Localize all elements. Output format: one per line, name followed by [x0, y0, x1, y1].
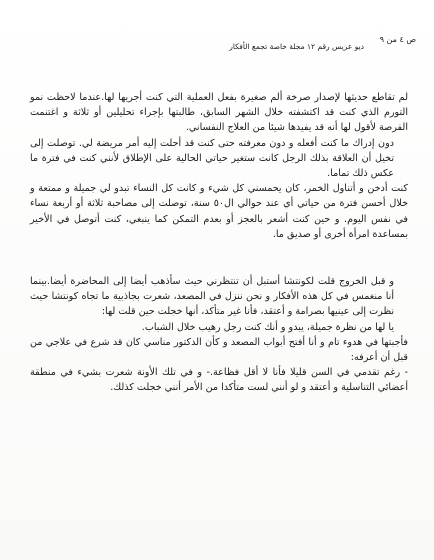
paragraph: - رغم تقدمي في السن قليلا فأنا لا أقل فظاعة.- و في تلك الأونة شعرت بشيء في منطقة أعضائي التناسلية و أعتقد و لو أنني لست متأكدا من الأمر أنني خجلت كذلك.: [30, 367, 408, 394]
paragraph: دون إدراك ما كنت أفعله و دون معرفته حتى كنت قد أحلت إليه أمر مريضة لي. توصلت إلى تخيل أن العلاقة بذلك الرجل كانت ستغير حياتي الحالية على الإطلاق لأنني كنت في فترة ما عكس ذلك تماما.: [30, 137, 394, 180]
paragraph: لم تقاطع حديثها لإصدار صرخة ألم صغيرة بفعل العملية التي كنت أجريها لها.عندما لاحظت نمو التورم الذي كنت قد اكتشفته خلال الشهر السابق، طالبتها بإجراء تحليلين أو ثلاثة و اغتنمت الفرصة لأقول لها أنه قد يفيدها شيئا من العلاج النفساني.: [30, 92, 408, 134]
paragraph: و قبل الخروج قلت لكونتشا أستبل أن تنتظرني حيث سأذهب أيضا إلى المحاضرة أيضا.بينما أنا منغمس في كل هذه الأفكار و نحن ننزل في المصعد، شعرت بجاذبية ما تجاه كونتشا حيث نظرت إلى عينيها بصرامة و أعتقد، فأنا غير متأكد، أنها خجلت حين قلت لها:: [30, 276, 394, 318]
paragraph: يا لها من نظرة جميلة، يبدو و أنك كنت رجل رهيب خلال الشباب.: [141, 321, 394, 333]
page-number: ص ٤ من ٩: [379, 35, 416, 44]
document-header: ديو عريس رقم ١٢ مجلة خاصة تجمع الأفكار: [229, 42, 364, 51]
paragraph: كنت أدخن و أتناول الخمر، كان يحمسني كل شيء و كانت كل النساء تبدو لي جميلة و ممتعة و خلال أحسن فترة من حياتي أي عند حوالي ال٥٠ سنة، توصلت إلى مصاحبة ثلاثة أو أربعة نساء في نفس اليوم. و حين كنت أشعر بالعجز أو بعدم التمكن كما ينبغي، كنت أتوصل في الأخير بمساعدة امرأة أخرى أو صديق ما.: [30, 183, 408, 240]
document-body: [30, 90, 408, 396]
paragraph: فأجبتها في هدوء تام و أنا أفتح أبواب المصعد و كأن الدكتور مناسي كان قد شرع في علاجي من قبل أن أعرفه:: [30, 336, 408, 364]
